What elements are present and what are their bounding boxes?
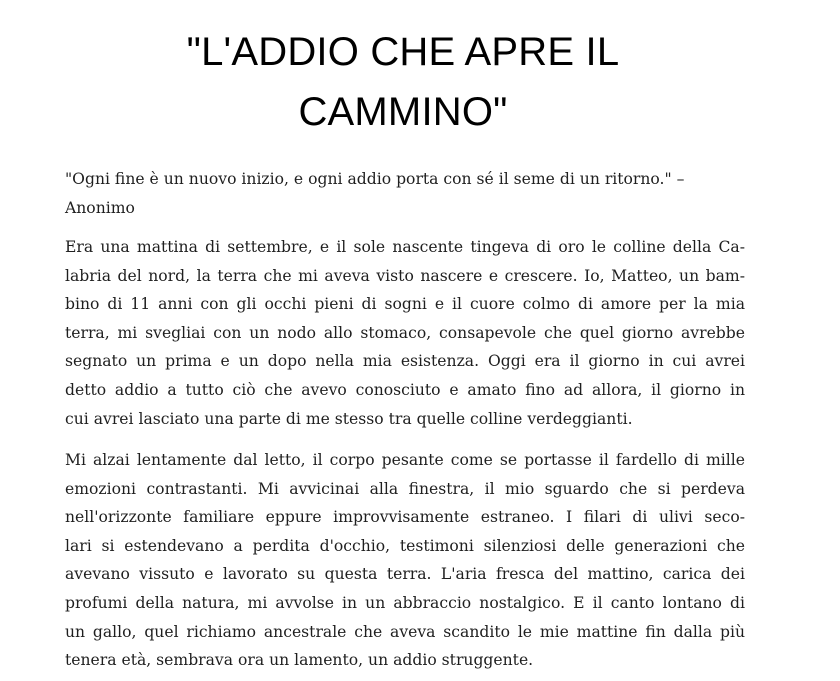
paragraph-line: lari si estendevano a perdita d'occhio, testimoni silenziosi delle generazioni che bbox=[65, 536, 745, 555]
paragraph-line: un gallo, quel richiamo ancestrale che aveva scandito le mie mattine fin dalla più bbox=[65, 622, 745, 641]
epigraph-text: "Ogni fine è un nuovo inizio, e ogni addio porta con sé il seme di un ritorno." – bbox=[65, 170, 685, 188]
paragraph-line: detto addio a tutto ciò che avevo conosciuto e amato fino ad allora, il giorno in bbox=[65, 380, 745, 399]
epigraph bbox=[65, 165, 745, 222]
chapter-title-line: CAMMINO" bbox=[298, 90, 508, 134]
paragraph bbox=[65, 446, 745, 675]
paragraph-line: segnato un prima e un dopo nella mia esistenza. Oggi era il giorno in cui avrei bbox=[65, 352, 745, 371]
paragraph-line: nell'orizzonte familiare eppure improvvisamente estraneo. I filari di ulivi seco- bbox=[65, 508, 745, 527]
paragraph-line: cui avrei lasciato una parte di me stesso tra quelle colline verdeggianti. bbox=[65, 409, 633, 428]
paragraph-line: emozioni contrastanti. Mi avvicinai alla finestra, il mio sguardo che si perdeva bbox=[65, 479, 745, 498]
paragraph-line: labria del nord, la terra che mi aveva visto nascere e crescere. Io, Matteo, un bam- bbox=[65, 266, 745, 285]
paragraph-line: terra, mi svegliai con un nodo allo stomaco, consapevole che quel giorno avrebbe bbox=[65, 323, 745, 342]
paragraph-line: Mi alzai lentamente dal letto, il corpo pesante come se portasse il fardello di mille bbox=[65, 451, 745, 469]
paragraph-line: tenera età, sembrava ora un lamento, un addio struggente. bbox=[65, 651, 534, 670]
paragraph-line: avevano vissuto e lavorato su questa terra. L'aria fresca del mattino, carica dei bbox=[65, 565, 745, 584]
paragraph-line: Era una mattina di settembre, e il sole nascente tingeva di oro le colline della Ca- bbox=[65, 238, 745, 256]
epigraph-author: Anonimo bbox=[65, 198, 135, 217]
paragraph bbox=[65, 233, 745, 433]
chapter-title-line: "L'ADDIO CHE APRE IL bbox=[186, 30, 620, 74]
chapter-title bbox=[60, 22, 746, 142]
paragraph-line: bino di 11 anni con gli occhi pieni di sogni e il cuore colmo di amore per la mia bbox=[65, 295, 745, 314]
paragraph-line: profumi della natura, mi avvolse in un abbraccio nostalgico. E il canto lontano di bbox=[65, 593, 745, 612]
